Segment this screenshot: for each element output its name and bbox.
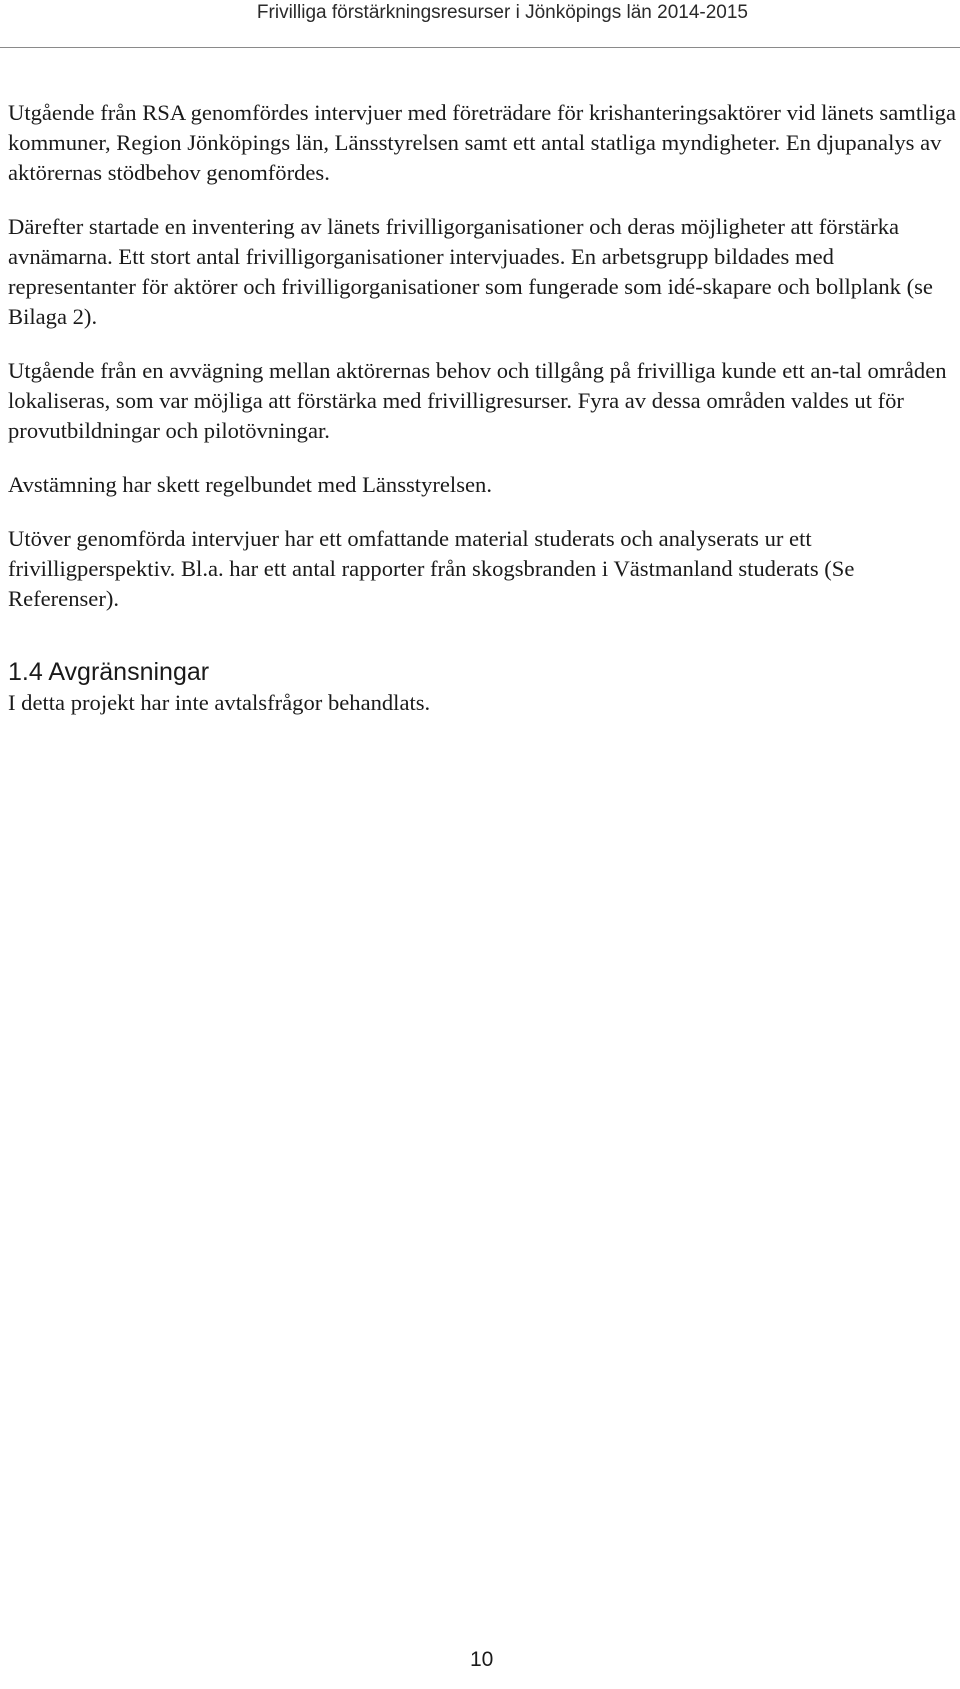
page-header — [0, 0, 960, 50]
paragraph-areas: Utgående från en avvägning mellan aktörernas behov och tillgång på frivilliga kunde ett an-tal områden lokaliseras, som var möjliga att förstärka med frivilligresurser. Fyra av dessa områden valdes ut för provutbildningar och pilotövningar. — [8, 358, 947, 443]
paragraph-reconciliation: Avstämning har skett regelbundet med Länsstyrelsen. — [8, 472, 492, 497]
paragraph-material: Utöver genomförda intervjuer har ett omfattande material studerats och analyserats ur ett frivilligperspektiv. Bl.a. har ett antal rapporter från skogsbranden i Västmanland studerats (Se Referenser). — [8, 526, 855, 611]
paragraph-interviews: Utgående från RSA genomfördes intervjuer med företrädare för krishanteringsaktörer vid länets samtliga kommuner, Region Jönköpings län, Länsstyrelsen samt ett antal statliga myndigheter. En djupanalys av aktörernas stödbehov genomfördes. — [8, 100, 956, 185]
page-number: 10 — [470, 1648, 494, 1671]
document-running-title: Frivilliga förstärkningsresurser i Jönköpings län 2014-2015 — [256, 2, 748, 23]
document-body — [8, 98, 960, 718]
header-divider — [0, 47, 960, 48]
section-text: I detta projekt har inte avtalsfrågor behandlats. — [8, 690, 431, 715]
section-heading: 1.4 Avgränsningar — [8, 658, 210, 686]
paragraph-inventory: Därefter startade en inventering av länets frivilligorganisationer och deras möjligheter att förstärka avnämarna. Ett stort antal frivilligorganisationer intervjuades. En arbetsgrupp bildades med representanter för aktörer och frivilligorganisationer som fungerade som idé-skapare och bollplank (se Bilaga 2). — [8, 214, 933, 329]
